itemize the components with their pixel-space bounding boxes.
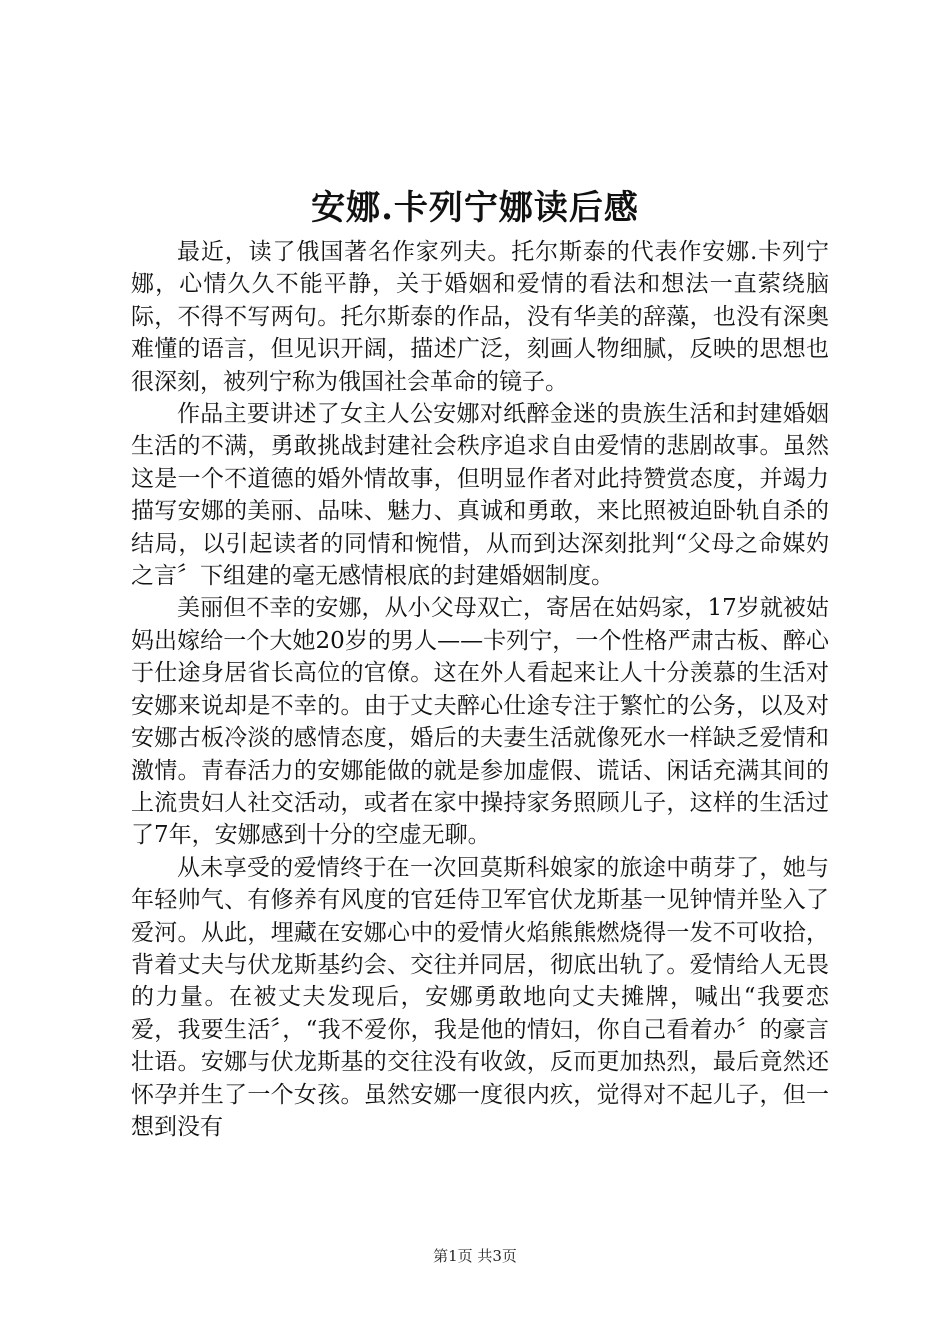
document-title: 安娜.卡列宁娜读后感 [311,188,639,228]
page-number-footer: 第1页 共3页 [433,1247,517,1265]
document-body [131,236,829,1143]
paragraph-1: 最近，读了俄国著名作家列夫。托尔斯泰的代表作安娜.卡列宁娜，心情久久不能平静，关于婚姻和爱情的看法和想法一直萦绕脑际，不得不写两句。托尔斯泰的作品，没有华美的辞藻，也没有深奥难懂的语言，但见识开阔，描述广泛，刻画人物细腻，反映的思想也很深刻，被列宁称为俄国社会革命的镜子。 [131,239,829,395]
paragraph-4: 从未享受的爱情终于在一次回莫斯科娘家的旅途中萌芽了，她与年轻帅气、有修养有风度的官廷侍卫军官伏龙斯基一见钟情并坠入了爱河。从此，埋藏在安娜心中的爱情火焰熊熊燃烧得一发不可收拾，背着丈夫与伏龙斯基约会、交往并同居，彻底出轨了。爱情给人无畏的力量。在被丈夫发现后，安娜勇敢地向丈夫摊牌，喊出“我要恋爱，我要生活〞，“我不爱你，我是他的情妇，你自己看着办〞的豪言壮语。安娜与伏龙斯基的交往没有收敛，反而更加热烈，最后竟然还怀孕并生了一个女孩。虽然安娜一度很内疚，觉得对不起儿子，但一想到没有 [131,854,829,1140]
paragraph-2: 作品主要讲述了女主人公安娜对纸醉金迷的贵族生活和封建婚姻生活的不满，勇敢挑战封建社会秩序追求自由爱情的悲剧故事。虽然这是一个不道德的婚外情故事，但明显作者对此持赞赏态度，并竭力描写安娜的美丽、品味、魅力、真诚和勇敢，来比照被迫卧轨自杀的结局，以引起读者的同情和惋惜，从而到达深刻批判“父母之命媒妁之言〞下组建的毫无感情根底的封建婚姻制度。 [131,401,829,590]
paragraph-3: 美丽但不幸的安娜，从小父母双亡，寄居在姑妈家，17岁就被姑妈出嫁给一个大她20岁的男人——卡列宁，一个性格严肃古板、醉心于仕途身居省长高位的官僚。这在外人看起来让人十分羡慕的生活对安娜来说却是不幸的。由于丈夫醉心仕途专注于繁忙的公务，以及对安娜古板冷淡的感情态度，婚后的夫妻生活就像死水一样缺乏爱情和激情。青春活力的安娜能做的就是参加虚假、谎话、闲话充满其间的上流贵妇人社交活动，或者在家中操持家务照顾儿子，这样的生活过了7年，安娜感到十分的空虚无聊。 [131,595,829,849]
